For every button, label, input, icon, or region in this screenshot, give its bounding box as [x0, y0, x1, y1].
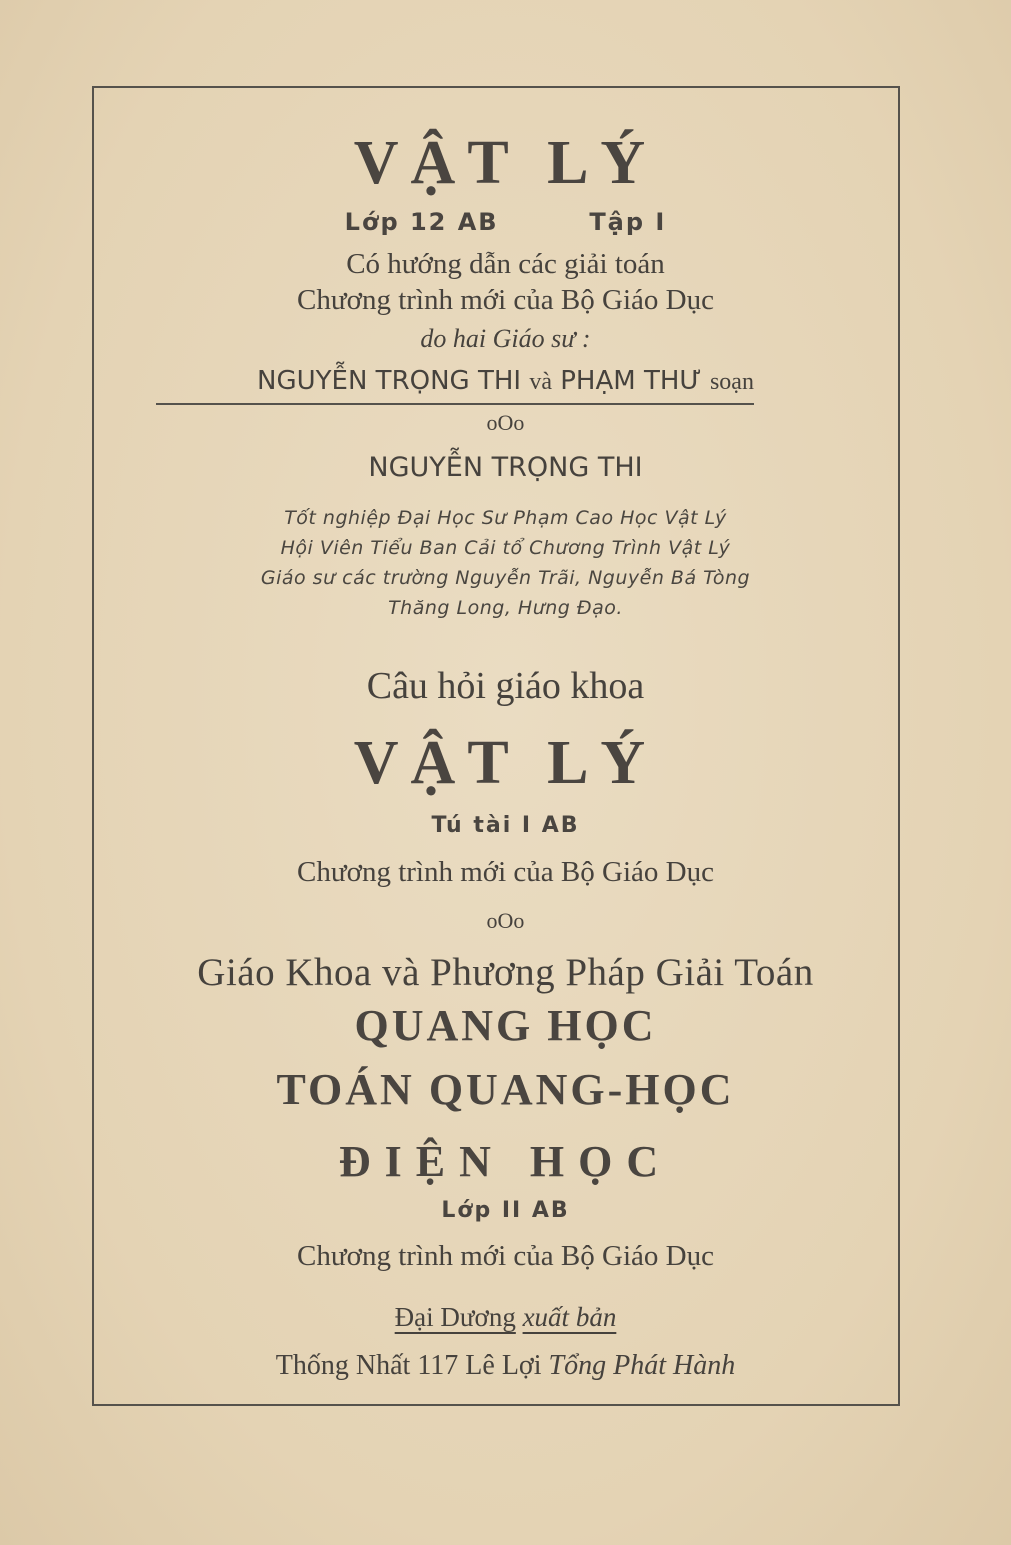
bio-line-3: Giáo sư các trường Nguyễn Trãi, Nguyễn Bá Tòng: [260, 567, 751, 589]
bio-line-2: Hội Viên Tiểu Ban Cải tổ Chương Trình Vật Lý: [280, 537, 731, 559]
divider-1: oOo: [486, 410, 525, 435]
grade-11: Lớp II AB: [441, 1198, 570, 1223]
title-vat-ly-1: VẬT LÝ: [353, 129, 658, 197]
bio-line-1: Tốt nghiệp Đại Học Sư Phạm Cao Học Vật Lý: [284, 507, 727, 529]
publisher-name: Đại Dương: [394, 1302, 516, 1332]
distributor-address: 117 Lê Lợi: [417, 1350, 542, 1381]
question-intro: Câu hỏi giáo khoa: [366, 665, 645, 707]
program-line-1: Chương trình mới của Bộ Giáo Dục: [297, 284, 714, 316]
authors-conj: và: [529, 369, 552, 395]
distributor-name: Thống Nhất: [275, 1350, 411, 1381]
authors-suffix: soạn: [709, 369, 754, 395]
volume-label: Tập I: [589, 208, 667, 236]
bio-line-4: Thăng Long, Hưng Đạo.: [388, 597, 623, 619]
subject-optics: QUANG HỌC: [354, 1001, 657, 1050]
title-vat-ly-2: VẬT LÝ: [353, 729, 658, 797]
guide-line: Có hướng dẫn các giải toán: [346, 248, 665, 280]
author-a: NGUYỄN TRỌNG THI: [257, 366, 522, 396]
authors-underline: [156, 403, 754, 405]
divider-2: oOo: [486, 908, 525, 933]
author-name: NGUYỄN TRỌNG THI: [368, 452, 643, 483]
subject-electricity: ĐIỆN HỌC: [338, 1137, 673, 1186]
textbook-heading: Giáo Khoa và Phương Pháp Giải Toán: [197, 951, 814, 994]
distributor-line: [0, 1350, 1011, 1382]
grade-tu-tai: Tú tài I AB: [431, 813, 580, 838]
distributor-role: Tổng Phát Hành: [548, 1350, 736, 1381]
authors-line: [0, 366, 1011, 396]
professors-intro: do hai Giáo sư :: [420, 324, 591, 353]
program-line-3: Chương trình mới của Bộ Giáo Dục: [297, 1240, 714, 1272]
publisher-line: [0, 1302, 1011, 1333]
subject-optics-math: TOÁN QUANG-HỌC: [276, 1065, 735, 1114]
program-line-2: Chương trình mới của Bộ Giáo Dục: [297, 856, 714, 888]
author-b: PHẠM THƯ: [560, 366, 702, 396]
grade-label: Lớp 12 AB: [344, 208, 499, 236]
grade-volume-line: [0, 208, 1011, 236]
publisher-role: xuất bản: [522, 1302, 617, 1332]
